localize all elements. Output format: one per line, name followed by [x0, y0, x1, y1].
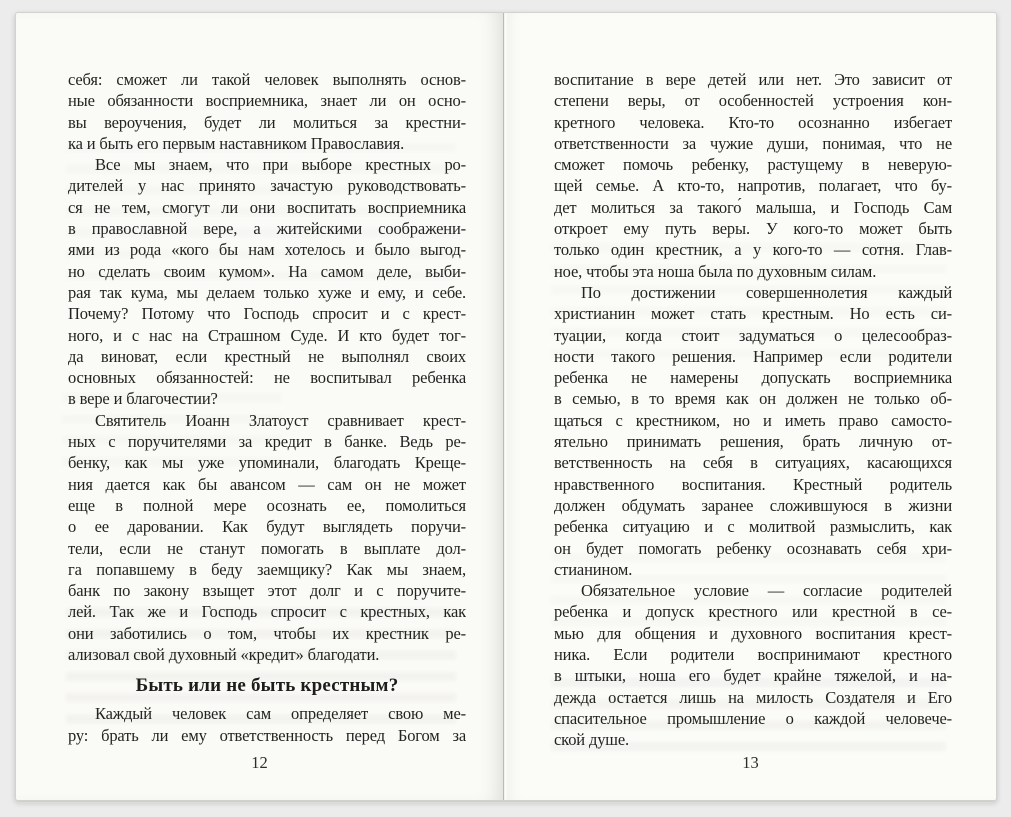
- text-line: лей. Так же и Господь спросит с крестных, как: [68, 602, 466, 622]
- text-line: га попавшему в беду заемщику? Как мы знаем,: [68, 559, 466, 579]
- spine-crease: [505, 13, 508, 800]
- text-line: банк по закону взыщет этот долг и с поручите-: [68, 581, 466, 601]
- text-line: щей семье. А кто-то, напротив, полагает, что бу-: [554, 176, 952, 196]
- text-line: туации, когда стоит задуматься о целесообраз-: [554, 325, 952, 345]
- text-line: ное, чтобы эта ноша была по духовным силам.: [554, 261, 877, 281]
- text-line: нравственного воспитания. Крестный родитель: [554, 474, 952, 494]
- text-line: дежда остается лишь на милость Создателя и Его: [554, 687, 952, 707]
- text-line: стианином.: [554, 559, 633, 579]
- text-line: ализовал свой духовный «кредит» благодати.: [68, 645, 380, 665]
- text-line: дет молиться за такого́ малыша, и Господь Сам: [554, 197, 952, 217]
- text-line: ка и быть его первым наставником Православия.: [68, 133, 405, 153]
- text-line: еще в полной мере осознать ее, помолиться: [68, 495, 466, 515]
- text-line: щаться с крестником, но и иметь право самосто-: [554, 410, 952, 430]
- text-line: Обязательное условие — согласие родителей: [581, 581, 952, 601]
- text-line: ных с поручителями за кредит в банке. Ведь ре-: [68, 432, 466, 452]
- section-heading: Быть или не быть крестным?: [135, 675, 399, 697]
- text-line: они заботились о том, чтобы их крестник ре-: [68, 623, 466, 643]
- text-line: христианин может стать крестным. Но есть си-: [554, 304, 952, 324]
- text-line: в вере и благочестии?: [68, 389, 218, 409]
- page-right-text-block: [554, 69, 952, 751]
- text-line: в православной вере, а житейскими соображени-: [68, 219, 466, 239]
- text-line: в семью, в то время как он должен не только об-: [554, 389, 952, 409]
- text-line: но сделать своим кумом». На самом деле, выби-: [68, 261, 466, 281]
- text-line: степени веры, от особенностей устроения кон-: [554, 91, 952, 111]
- text-line: Святитель Иоанн Златоуст сравнивает крест-: [95, 410, 466, 430]
- text-line: ника. Если родители воспринимают крестного: [554, 645, 952, 665]
- text-line: ями из рода «кого бы нам хотелось и было выгод-: [68, 240, 466, 260]
- text-line: должен обдумать заранее сложившуюся в жизни: [554, 495, 952, 515]
- text-line: о ее даровании. Как будут выглядеть поручи-: [68, 517, 466, 537]
- text-line: По достижении совершеннолетия каждый: [581, 282, 952, 302]
- text-line: ребенка ситуацию и с молитвой размыслить, как: [554, 517, 952, 537]
- page-left: [16, 13, 504, 800]
- text-line: да виноват, если крестный не выполнял своих: [68, 346, 466, 366]
- text-line: ребенка не намерены допускать восприемника: [554, 368, 952, 388]
- text-line: Все мы знаем, что при выборе крестных ро-: [95, 155, 466, 175]
- text-line: ской душе.: [554, 730, 630, 750]
- text-line: мью для общения и духовного воспитания крест-: [554, 623, 952, 643]
- text-line: откроет ему путь веры. У кого-то может быть: [554, 219, 952, 239]
- text-line: в штыки, ноша его будет крайне тяжелой, и на-: [554, 666, 952, 686]
- text-line: основных обязанностей: не воспитывал ребенка: [68, 368, 466, 388]
- text-line: воспитание в вере детей или нет. Это зависит от: [554, 70, 952, 89]
- text-line: вы вероучения, будет ли молиться за крестни-: [68, 112, 466, 132]
- text-line: себя: сможет ли такой человек выполнять основ-: [68, 70, 466, 89]
- text-line: бенку, как мы уже упоминали, благодать Креще-: [68, 453, 466, 473]
- text-line: ятельно принимать решения, брать личную от-: [554, 432, 952, 452]
- text-line: кретного человека. Кто-то осознанно избегает: [554, 112, 952, 132]
- page-number-right: 13: [742, 753, 759, 772]
- text-line: ния дается как бы авансом — сам он не может: [68, 474, 466, 494]
- text-line: спасительное промышление о каждой человече-: [554, 708, 952, 728]
- text-line: он будет помогать ребенку осознавать себя хри-: [554, 538, 952, 558]
- text-line: ного, и с нас на Страшном Суде. И кто будет тог-: [68, 325, 466, 345]
- text-line: ности такого решения. Например если родители: [554, 346, 952, 366]
- text-line: Почему? Потому что Господь спросит и с крест-: [68, 304, 466, 324]
- text-line: ные обязанности восприемника, знает ли он осно-: [68, 91, 466, 111]
- text-line: дителей у нас принято зачастую руководствовать-: [68, 176, 466, 196]
- text-line: ребенка и допуск крестного или крестной в се-: [554, 602, 952, 622]
- text-line: Каждый человек сам определяет свою ме-: [95, 704, 466, 724]
- text-line: тели, если не станут помогать в выплате дол-: [68, 538, 466, 558]
- book-spread: [15, 12, 997, 801]
- text-line: ответственности за чужие души, понимая, что не: [554, 133, 952, 153]
- text-line: ся не тем, смогут ли они воспитать восприемника: [68, 197, 466, 217]
- text-line: только один крестник, а у кого-то — сотня. Глав-: [554, 240, 952, 260]
- page-number-left: 12: [251, 753, 268, 772]
- text-line: ру: брать ли ему ответственность перед Богом за: [68, 725, 466, 745]
- text-line: ветственность на себя в ситуациях, касающихся: [554, 453, 952, 473]
- text-line: сможет помочь ребенку, растущему в неверую-: [554, 155, 952, 175]
- text-line: рая так кума, мы делаем только хуже и ему, и себе.: [68, 282, 466, 302]
- page-left-text-block: [68, 69, 466, 746]
- page-right: [504, 13, 996, 800]
